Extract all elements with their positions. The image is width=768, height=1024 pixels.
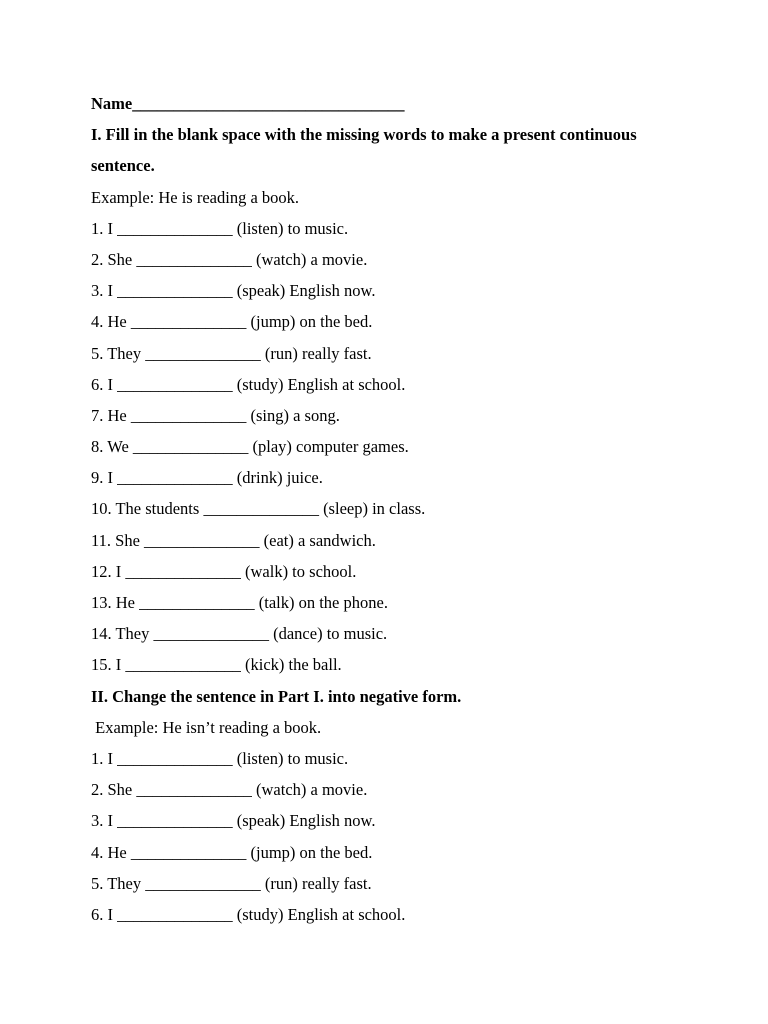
part1-item: 4. He ______________ (jump) on the bed. — [91, 312, 373, 332]
part2-heading: II. Change the sentence in Part I. into negative form. — [91, 686, 462, 706]
part2-item: 6. I ______________ (study) English at school. — [91, 904, 406, 924]
part1-heading-line1: I. Fill in the blank space with the missing words to make a present continuous — [91, 125, 637, 145]
part1-item: 8. We ______________ (play) computer games. — [91, 437, 409, 457]
part1-heading-line2: sentence. — [91, 156, 155, 176]
part2-item: 2. She ______________ (watch) a movie. — [91, 780, 368, 800]
part1-item: 14. They ______________ (dance) to music. — [91, 624, 388, 644]
part1-item: 7. He ______________ (sing) a song. — [91, 405, 340, 425]
part2-item: 4. He ______________ (jump) on the bed. — [91, 842, 373, 862]
part2-item: 3. I ______________ (speak) English now. — [91, 811, 376, 831]
part1-item: 15. I ______________ (kick) the ball. — [91, 655, 342, 675]
part2-item: 1. I ______________ (listen) to music. — [91, 748, 349, 768]
part1-item: 3. I ______________ (speak) English now. — [91, 281, 376, 301]
worksheet-page — [91, 88, 731, 930]
part1-item: 6. I ______________ (study) English at school. — [91, 374, 406, 394]
part1-item: 13. He ______________ (talk) on the phone. — [91, 593, 388, 612]
part1-item: 5. They ______________ (run) really fast. — [91, 343, 372, 363]
part1-item: 1. I ______________ (listen) to music. — [91, 218, 349, 238]
part1-item: 12. I ______________ (walk) to school. — [91, 561, 357, 581]
part1-item: 11. She ______________ (eat) a sandwich. — [91, 530, 376, 550]
part2-item: 5. They ______________ (run) really fast. — [91, 873, 372, 893]
part2-example: Example: He isn’t reading a book. — [91, 717, 322, 737]
part1-example: Example: He is reading a book. — [91, 187, 300, 207]
part1-item: 2. She ______________ (watch) a movie. — [91, 249, 368, 269]
part1-item: 10. The students ______________ (sleep) in class. — [91, 499, 426, 519]
name-line: Name_________________________________ — [91, 94, 405, 113]
part1-item: 9. I ______________ (drink) juice. — [91, 468, 323, 488]
